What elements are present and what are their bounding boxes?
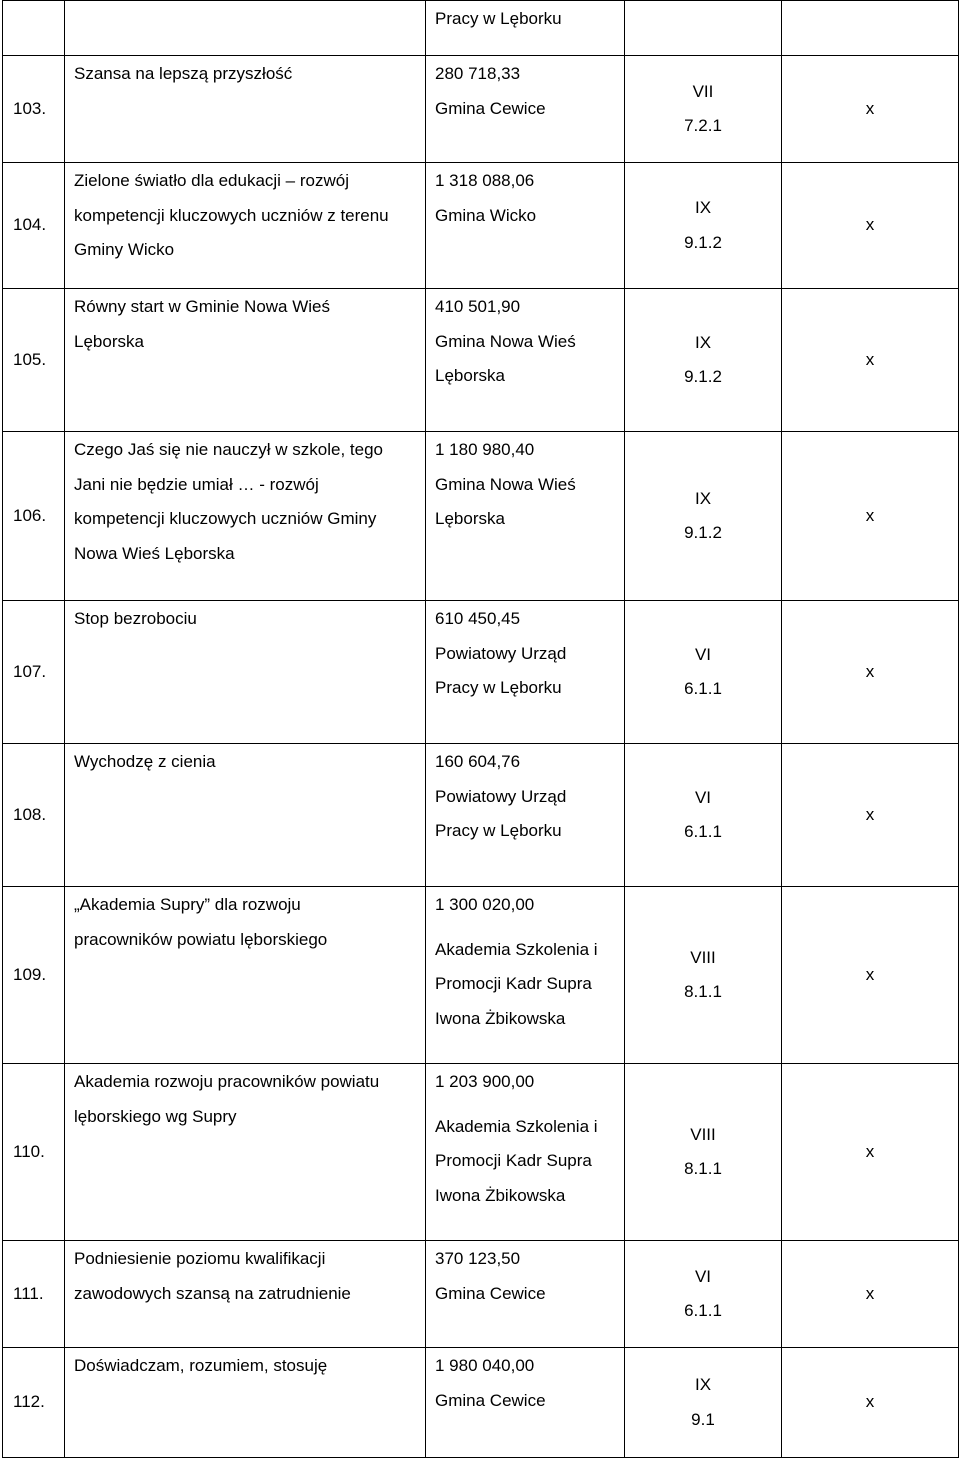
- axis-value: VIII: [690, 1124, 716, 1144]
- priority-cell: [625, 1, 782, 56]
- amount-value: 1 980 040,00: [435, 1356, 535, 1375]
- title-line: Jani nie będzie umiał … - rozwój: [74, 474, 319, 494]
- measure-value: 8.1.1: [684, 1159, 722, 1178]
- amount-cell: [426, 432, 625, 601]
- amount-cell: [426, 1241, 625, 1348]
- amount-value: 1 180 980,40: [435, 440, 535, 459]
- org-line: Gmina Nowa Wieś: [435, 474, 576, 494]
- mark-cell: x: [782, 432, 959, 601]
- priority-cell: [625, 744, 782, 887]
- measure-value: 9.1.2: [684, 523, 722, 542]
- org-line: Pracy w Lęborku: [435, 678, 562, 697]
- priority-cell: [625, 1348, 782, 1458]
- org-line: Iwona Żbikowska: [435, 1008, 566, 1028]
- priority-cell: [625, 601, 782, 744]
- row-number-cell: 105.: [3, 289, 65, 432]
- title-line: Zielone światło dla edukacji – rozwój: [74, 171, 349, 190]
- row-number-cell: 111.: [3, 1241, 65, 1348]
- mark-cell: x: [782, 1348, 959, 1458]
- table-row: [3, 1348, 959, 1458]
- title-line: lęborskiego wg Supry: [74, 1106, 237, 1126]
- amount-value: 370 123,50: [435, 1249, 521, 1268]
- mark-cell: [782, 1, 959, 56]
- table-row: [3, 1064, 959, 1241]
- row-number-cell: [3, 1, 65, 56]
- org-line: Gmina Nowa Wieś: [435, 331, 576, 351]
- measure-value: 7.2.1: [684, 116, 722, 135]
- measure-value: 6.1.1: [684, 1301, 722, 1320]
- mark-cell: x: [782, 601, 959, 744]
- mark-cell: x: [782, 289, 959, 432]
- amount-cell: [426, 56, 625, 163]
- title-line: Czego Jaś się nie nauczył w szkole, tego: [74, 440, 383, 459]
- amount-cell: [426, 1, 625, 56]
- amount-cell: [426, 601, 625, 744]
- measure-value: 8.1.1: [684, 982, 722, 1001]
- table-row-carry: [3, 1, 959, 56]
- org-line: Powiatowy Urząd: [435, 786, 567, 806]
- table-row: [3, 1241, 959, 1348]
- table-row: [3, 887, 959, 1064]
- projects-table: [2, 0, 959, 1458]
- axis-value: IX: [694, 332, 712, 352]
- mark-cell: x: [782, 887, 959, 1064]
- table-row: [3, 744, 959, 887]
- priority-cell: [625, 289, 782, 432]
- title-line: Gminy Wicko: [74, 240, 175, 259]
- title-cell: [65, 56, 426, 163]
- mark-cell: x: [782, 56, 959, 163]
- measure-value: 6.1.1: [684, 679, 722, 698]
- row-number-cell: 110.: [3, 1064, 65, 1241]
- axis-value: IX: [694, 488, 712, 508]
- org-line: Promocji Kadr Supra: [435, 1151, 592, 1170]
- table-row: [3, 56, 959, 163]
- axis-value: VIII: [690, 947, 716, 967]
- table-row: [3, 601, 959, 744]
- amount-cell: [426, 1348, 625, 1458]
- mark-cell: x: [782, 1241, 959, 1348]
- org-line: Pracy w Lęborku: [435, 9, 562, 28]
- title-cell: [65, 432, 426, 601]
- title-line: pracowników powiatu lęborskiego: [74, 929, 328, 949]
- amount-value: 1 318 088,06: [435, 171, 535, 190]
- title-line: Szansa na lepszą przyszłość: [74, 64, 293, 83]
- axis-value: VII: [692, 81, 714, 101]
- amount-value: 160 604,76: [435, 752, 521, 771]
- row-number-cell: 103.: [3, 56, 65, 163]
- org-line: Lęborska: [435, 509, 505, 528]
- title-cell: [65, 744, 426, 887]
- amount-value: 410 501,90: [435, 297, 521, 316]
- title-cell: [65, 1064, 426, 1241]
- amount-value: 1 203 900,00: [435, 1072, 535, 1091]
- title-cell: [65, 163, 426, 289]
- title-cell: [65, 887, 426, 1064]
- spacer: [435, 923, 624, 933]
- org-line: Gmina Wicko: [435, 205, 537, 225]
- mark-cell: x: [782, 163, 959, 289]
- amount-value: 610 450,45: [435, 609, 521, 628]
- org-line: Gmina Cewice: [435, 1283, 546, 1303]
- priority-cell: [625, 56, 782, 163]
- row-number-cell: 112.: [3, 1348, 65, 1458]
- title-cell: [65, 289, 426, 432]
- title-line: Podniesienie poziomu kwalifikacji: [74, 1249, 326, 1268]
- priority-cell: [625, 432, 782, 601]
- axis-value: VI: [694, 787, 712, 807]
- table-row: [3, 432, 959, 601]
- org-line: Akademia Szkolenia i: [435, 1116, 598, 1136]
- axis-value: IX: [694, 1375, 712, 1394]
- amount-cell: [426, 289, 625, 432]
- title-cell: [65, 1241, 426, 1348]
- org-line: Powiatowy Urząd: [435, 643, 567, 663]
- title-line: zawodowych szansą na zatrudnienie: [74, 1283, 351, 1303]
- table-row: [3, 163, 959, 289]
- title-line: Nowa Wieś Lęborska: [74, 543, 235, 563]
- org-line: Gmina Cewice: [435, 1390, 546, 1410]
- org-line: Pracy w Lęborku: [435, 821, 562, 840]
- row-number-cell: 108.: [3, 744, 65, 887]
- mark-cell: x: [782, 744, 959, 887]
- measure-value: 9.1: [691, 1409, 715, 1429]
- org-line: Iwona Żbikowska: [435, 1185, 566, 1205]
- title-line: Wychodzę z cienia: [74, 752, 216, 771]
- org-line: Promocji Kadr Supra: [435, 974, 592, 993]
- measure-value: 6.1.1: [684, 822, 722, 841]
- mark-cell: x: [782, 1064, 959, 1241]
- row-number-cell: 104.: [3, 163, 65, 289]
- title-line: Akademia rozwoju pracowników powiatu: [74, 1072, 380, 1091]
- title-line: Doświadczam, rozumiem, stosuję: [74, 1356, 328, 1375]
- axis-value: VI: [694, 1266, 712, 1286]
- title-line: Równy start w Gminie Nowa Wieś: [74, 297, 331, 316]
- priority-cell: [625, 163, 782, 289]
- amount-value: 280 718,33: [435, 64, 521, 83]
- title-line: Lęborska: [74, 331, 144, 351]
- row-number-cell: 107.: [3, 601, 65, 744]
- title-cell: [65, 601, 426, 744]
- spacer: [435, 1100, 624, 1110]
- priority-cell: [625, 887, 782, 1064]
- row-number-cell: 109.: [3, 887, 65, 1064]
- priority-cell: [625, 1064, 782, 1241]
- measure-value: 9.1.2: [684, 232, 722, 252]
- axis-value: VI: [694, 644, 712, 664]
- amount-value: 1 300 020,00: [435, 895, 535, 914]
- title-cell: [65, 1348, 426, 1458]
- amount-cell: [426, 744, 625, 887]
- amount-cell: [426, 163, 625, 289]
- org-line: Gmina Cewice: [435, 98, 546, 118]
- title-line: Stop bezrobociu: [74, 609, 197, 628]
- amount-cell: [426, 1064, 625, 1241]
- amount-cell: [426, 887, 625, 1064]
- measure-value: 9.1.2: [684, 367, 722, 386]
- org-line: Akademia Szkolenia i: [435, 939, 598, 959]
- title-line: „Akademia Supry” dla rozwoju: [74, 895, 301, 914]
- priority-cell: [625, 1241, 782, 1348]
- row-number-cell: 106.: [3, 432, 65, 601]
- title-cell: [65, 1, 426, 56]
- title-line: kompetencji kluczowych uczniów z terenu: [74, 205, 389, 225]
- axis-value: IX: [694, 198, 712, 217]
- title-line: kompetencji kluczowych uczniów Gminy: [74, 509, 377, 528]
- org-line: Lęborska: [435, 366, 505, 385]
- table-row: [3, 289, 959, 432]
